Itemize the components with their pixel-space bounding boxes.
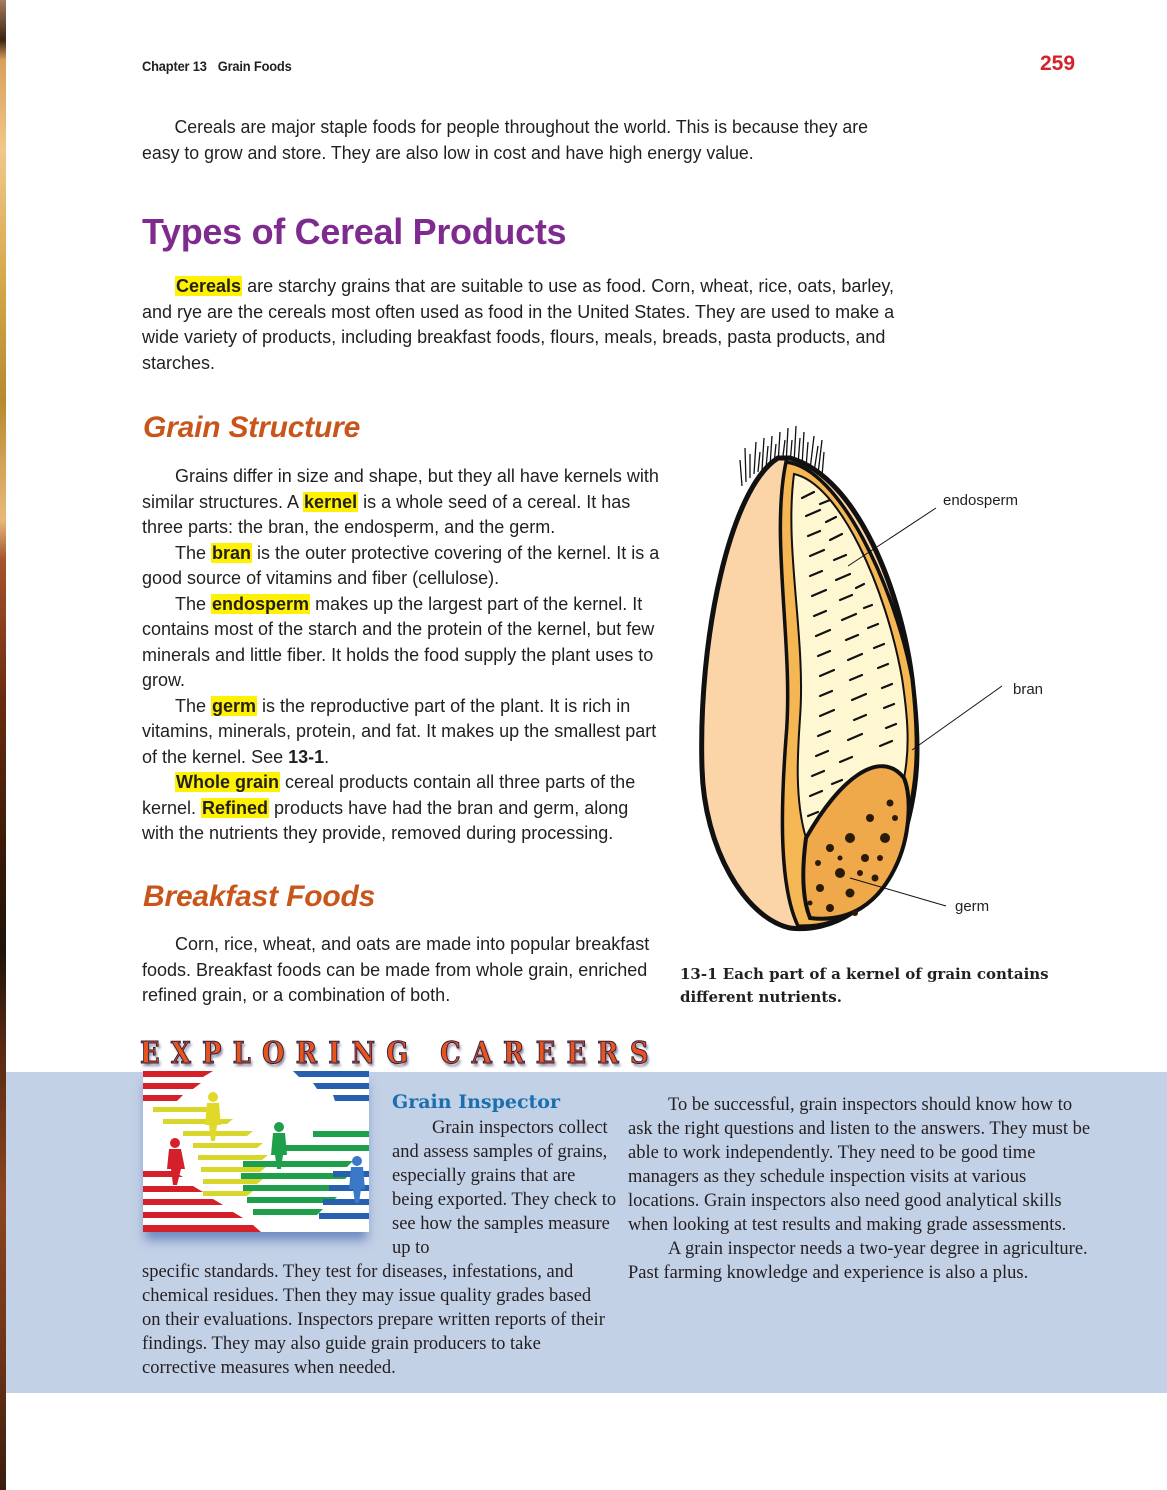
grain-structure-text xyxy=(142,464,662,847)
exploring-careers-banner xyxy=(140,1036,660,1072)
paragraph-germ: The germ is the reproductive part of the plant. It is rich in vitamins, minerals, protein, and fat. It makes up the smallest part of the kernel. See 13-1. xyxy=(142,695,657,767)
career-paragraph-skills: To be successful, grain inspectors should know how to ask the right questions and listen to the answers. They must be able to work independently. They need to be good time managers as they schedule inspection visits at various locations. Grain inspectors also need good analytical skills when looking at test results and making grade assessments. xyxy=(628,1095,1091,1235)
key-term-whole-grain: Whole grain xyxy=(176,772,279,792)
key-term-endosperm: endosperm xyxy=(212,593,310,614)
career-ladder-illustration xyxy=(143,1071,369,1232)
kernel-illustration xyxy=(690,418,1090,938)
subheading-grain-structure: Grain Structure xyxy=(143,411,361,444)
paragraph-bran: The bran is the outer protective covering of the kernel. It is a good source of vitamins and fiber (cellulose). xyxy=(142,542,660,588)
label-germ: germ xyxy=(955,898,990,915)
label-endosperm: endosperm xyxy=(943,492,1019,509)
paragraph-kernel: Grains differ in size and shape, but they all have kernels with similar structures. A kernel is a whole seed of a cereal. It has three parts: the bran, the endosperm, and the germ. xyxy=(142,466,659,537)
kernel-diagram xyxy=(690,418,1090,938)
key-term-refined: Refined xyxy=(202,797,269,818)
running-head xyxy=(142,58,292,74)
section-heading-types: Types of Cereal Products xyxy=(142,211,567,252)
career-paragraph-education: A grain inspector needs a two-year degree in agriculture. Past farming knowledge and experience is also a plus. xyxy=(628,1239,1088,1283)
chapter-title: Grain Foods xyxy=(217,58,292,74)
paragraph-breakfast: Corn, rice, wheat, and oats are made into popular breakfast foods. Breakfast foods can be made from whole grain, enriched refined grain, or a combination of both. xyxy=(142,934,650,1005)
banner-word-exploring: EXPLORING xyxy=(140,1036,420,1071)
key-term-bran: bran xyxy=(212,542,252,563)
figure-caption: 13-1 Each part of a kernel of grain contains different nutrients. xyxy=(680,965,1049,1006)
paragraph-endosperm: The endosperm makes up the largest part of the kernel. It contains most of the starch and the protein of the kernel, but few minerals and little fiber. It holds the food supply the plant uses to grow. xyxy=(142,593,655,690)
banner-word-careers: CAREERS xyxy=(440,1036,660,1071)
paragraph-cereals: Cereals are starchy grains that are suitable to use as food. Corn, wheat, rice, oats, barley, and rye are the cereals most often used as food in the United States. They are used to make a wide variety of products, including breakfast foods, flours, meals, breads, pasta products, and starches. xyxy=(142,276,895,373)
subheading-breakfast-foods: Breakfast Foods xyxy=(143,880,376,913)
key-term-cereals: Cereals xyxy=(176,276,242,296)
label-bran: bran xyxy=(1013,681,1044,698)
career-paragraph-intro: Grain inspectors collect and assess samples of grains, especially grains that are being exported. They check to see how the samples measure up to xyxy=(392,1118,617,1258)
career-column-right xyxy=(628,1093,1098,1285)
career-title: Grain Inspector xyxy=(392,1091,560,1113)
page-number: 259 xyxy=(1040,52,1076,75)
key-term-kernel: kernel xyxy=(304,491,358,512)
key-term-germ: germ xyxy=(212,695,257,716)
career-stairs-image xyxy=(143,1071,369,1232)
career-paragraph-continued: specific standards. They test for diseases, infestations, and chemical residues. Then they may issue quality grades based on their evaluations. Inspectors prepare written reports of their findings. They may also guide grain producers to take corrective measures when needed. xyxy=(142,1262,605,1378)
chapter-number: Chapter 13 xyxy=(142,58,207,74)
intro-paragraph: Cereals are major staple foods for people throughout the world. This is because they are easy to grow and store. They are also low in cost and have high energy value. xyxy=(142,117,869,163)
figure-reference-link[interactable]: 13-1 xyxy=(288,746,325,767)
paragraph-whole-grain: Whole grain cereal products contain all three parts of the kernel. Refined products have had the bran and germ, along with the nutrients they provide, removed during processing. xyxy=(142,772,636,843)
